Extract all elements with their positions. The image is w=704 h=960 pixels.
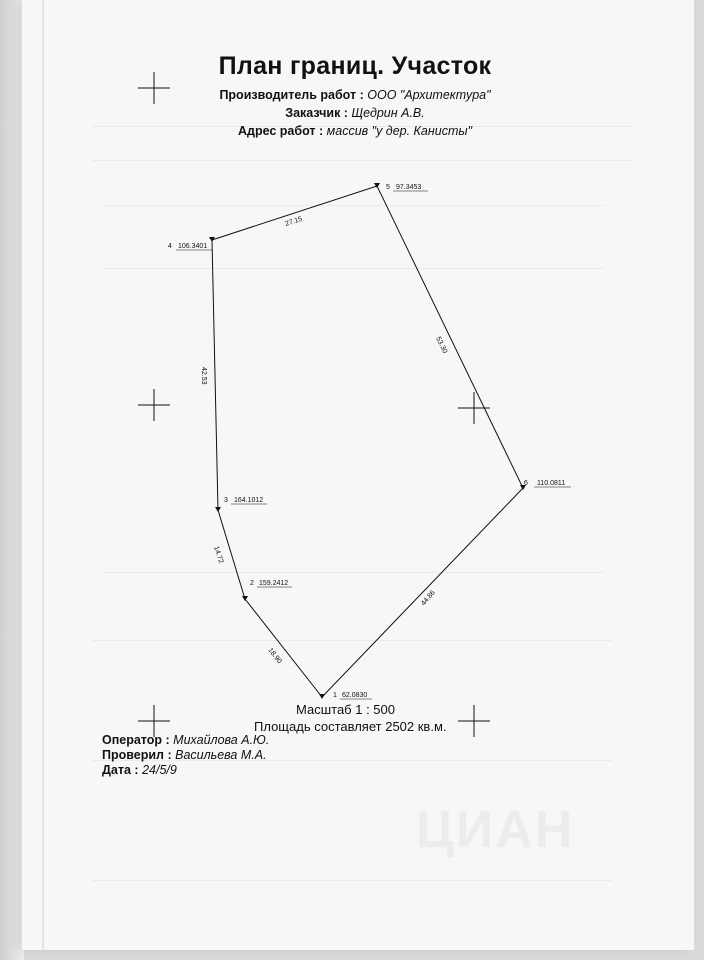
date-value: 24/5/9	[142, 763, 177, 777]
vertex-markers	[209, 183, 526, 699]
cross-mark	[138, 389, 170, 421]
page-title: План границ. Участок	[218, 52, 492, 80]
point-value: 159.2412	[259, 580, 289, 587]
point-value: 62.0830	[342, 692, 368, 699]
point-number: 6	[524, 480, 528, 487]
point-number: 4	[168, 243, 172, 250]
parcel-boundary	[212, 186, 523, 697]
point-value: 97.3453	[396, 184, 422, 191]
customer-value: Щедрин А.В.	[351, 106, 425, 120]
operator-line	[102, 733, 269, 748]
address-value: массив "у дер. Канисты"	[326, 124, 473, 138]
point-label	[250, 580, 292, 587]
cross-mark	[138, 72, 170, 104]
checked-line	[102, 748, 269, 763]
point-label	[386, 184, 428, 191]
point-label	[524, 480, 571, 487]
segment-length: 27.15	[284, 215, 304, 228]
segment-length: 42.53	[200, 367, 207, 385]
segment-length: 53.30	[434, 335, 449, 355]
registration-marks	[138, 72, 490, 737]
point-label	[168, 243, 212, 250]
point-number: 3	[224, 497, 228, 504]
operator-label: Оператор :	[102, 733, 170, 747]
point-value: 110.0811	[537, 480, 566, 487]
vertex-marker	[319, 694, 325, 699]
scale-label: Масштаб 1 : 500	[296, 702, 395, 717]
watermark: ЦИАН	[416, 801, 575, 859]
vertex-marker	[215, 507, 221, 512]
point-label	[224, 497, 267, 504]
date-label: Дата :	[102, 763, 139, 777]
cross-mark	[458, 705, 490, 737]
point-number: 2	[250, 580, 254, 587]
customer-label: Заказчик :	[285, 106, 348, 120]
point-value: 106.3401	[178, 243, 208, 250]
signature-block	[102, 733, 269, 778]
vertex-marker	[374, 183, 380, 188]
segment-length: 14.72	[212, 545, 225, 565]
date-line	[102, 763, 269, 778]
point-number: 1	[333, 692, 337, 699]
checked-value: Васильева М.А.	[175, 748, 267, 762]
operator-value: Михайлова А.Ю.	[173, 733, 270, 747]
vertex-marker	[242, 596, 248, 601]
area-label: Площадь составляет 2502 кв.м.	[254, 719, 447, 734]
segment-length: 44.86	[420, 589, 437, 608]
point-number: 5	[386, 184, 390, 191]
cross-mark	[458, 392, 490, 424]
producer-value: ООО "Архитектура"	[367, 88, 491, 102]
producer-label: Производитель работ :	[219, 88, 364, 102]
address-label: Адрес работ :	[237, 124, 324, 138]
point-value: 164.1012	[234, 497, 264, 504]
checked-label: Проверил :	[102, 748, 172, 762]
segment-length: 18.90	[266, 646, 283, 666]
point-label	[333, 692, 372, 699]
